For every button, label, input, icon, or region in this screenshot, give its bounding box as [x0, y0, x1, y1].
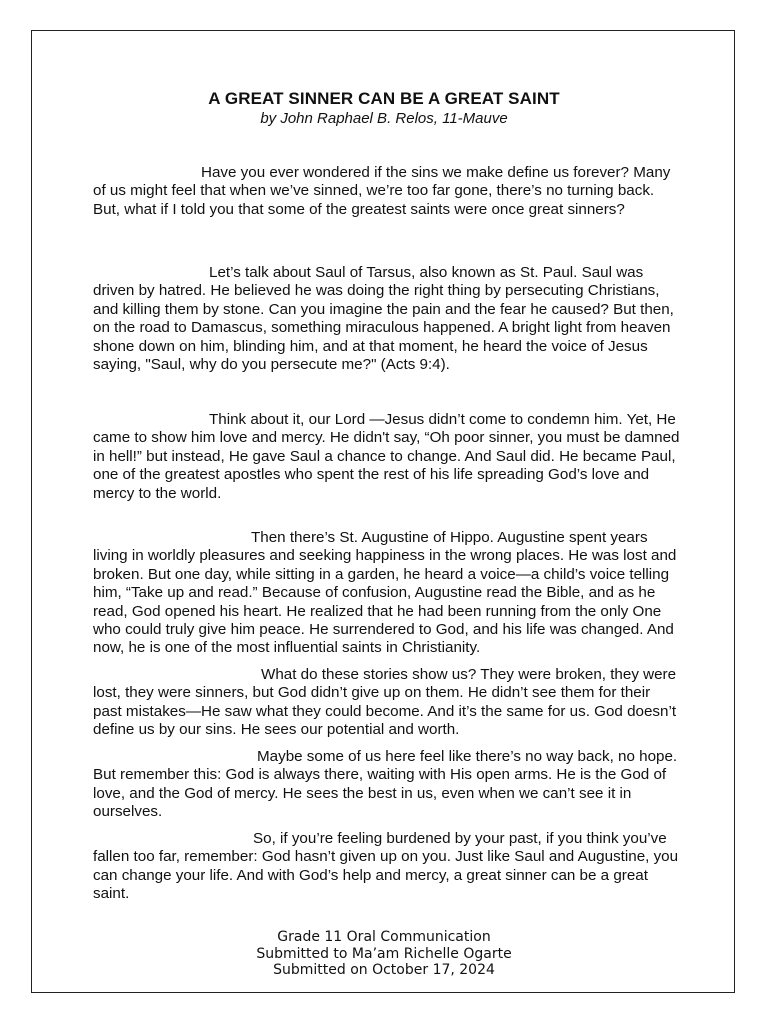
paragraph-stories: What do these stories show us? They were broken, they were lost, they were sinners, but God didn’t give up on them. He didn’t see them for their past mistakes—He saw what they could become. And it’s the same for us. God doesn’t define us by our sins. He sees our potential and worth. — [93, 666, 677, 739]
footer-submitted-on: Submitted on October 17, 2024 — [273, 962, 495, 978]
footer-course: Grade 11 Oral Communication — [277, 929, 491, 945]
submission-footer — [0, 929, 768, 979]
author-byline: by John Raphael B. Relos, 11-Mauve — [260, 110, 508, 127]
paragraph-conclusion: So, if you’re feeling burdened by your past, if you think you’ve fallen too far, remember: God hasn’t given up on you. Just like Saul and Augustine, you can change your life. And with God’s help and mercy, a great sinner can be a great saint. — [93, 830, 679, 903]
footer-submitted-to: Submitted to Ma’am Richelle Ogarte — [256, 945, 512, 962]
paragraph-mercy: Think about it, our Lord —Jesus didn’t come to condemn him. Yet, He came to show him love and mercy. He didn't say, “Oh poor sinner, you must be damned in hell!” but instead, He gave Saul a chance to change. And Saul did. He became Paul, one of the greatest apostles who spent the rest of his life spreading God’s love and mercy to the world. — [93, 411, 680, 502]
document-title: A GREAT SINNER CAN BE A GREAT SAINT — [208, 89, 560, 108]
paragraph-intro: Have you ever wondered if the sins we make define us forever? Many of us might feel that when we’ve sinned, we’re too far gone, there’s no turning back. But, what if I told you that some of the greatest saints were once great sinners? — [93, 164, 671, 218]
paragraph-hope: Maybe some of us here feel like there’s no way back, no hope. But remember this: God is always there, waiting with His open arms. He is the God of love, and the God of mercy. He sees the best in us, even when we can’t see it in ourselves. — [93, 748, 678, 821]
paragraph-saul: Let’s talk about Saul of Tarsus, also known as St. Paul. Saul was driven by hatred. He believed he was doing the right thing by persecuting Christians, and killing them by stone. Can you imagine the pain and the fear he caused? But then, on the road to Damascus, something miraculous happened. A bright light from heaven shone down on him, blinding him, and at that moment, he heard the voice of Jesus saying, "Saul, why do you persecute me?" (Acts 9:4). — [93, 264, 674, 374]
paragraph-augustine: Then there’s St. Augustine of Hippo. Augustine spent years living in worldly pleasures and seeking happiness in the wrong places. He was lost and broken. But one day, while sitting in a garden, he heard a voice—a child’s voice telling him, “Take up and read.” Because of confusion, Augustine read the Bible, and as he read, God opened his heart. He realized that he had been running from the only One who could truly give him peace. He surrendered to God, and his life was changed. And now, he is one of the most influential saints in Christianity. — [93, 529, 677, 657]
